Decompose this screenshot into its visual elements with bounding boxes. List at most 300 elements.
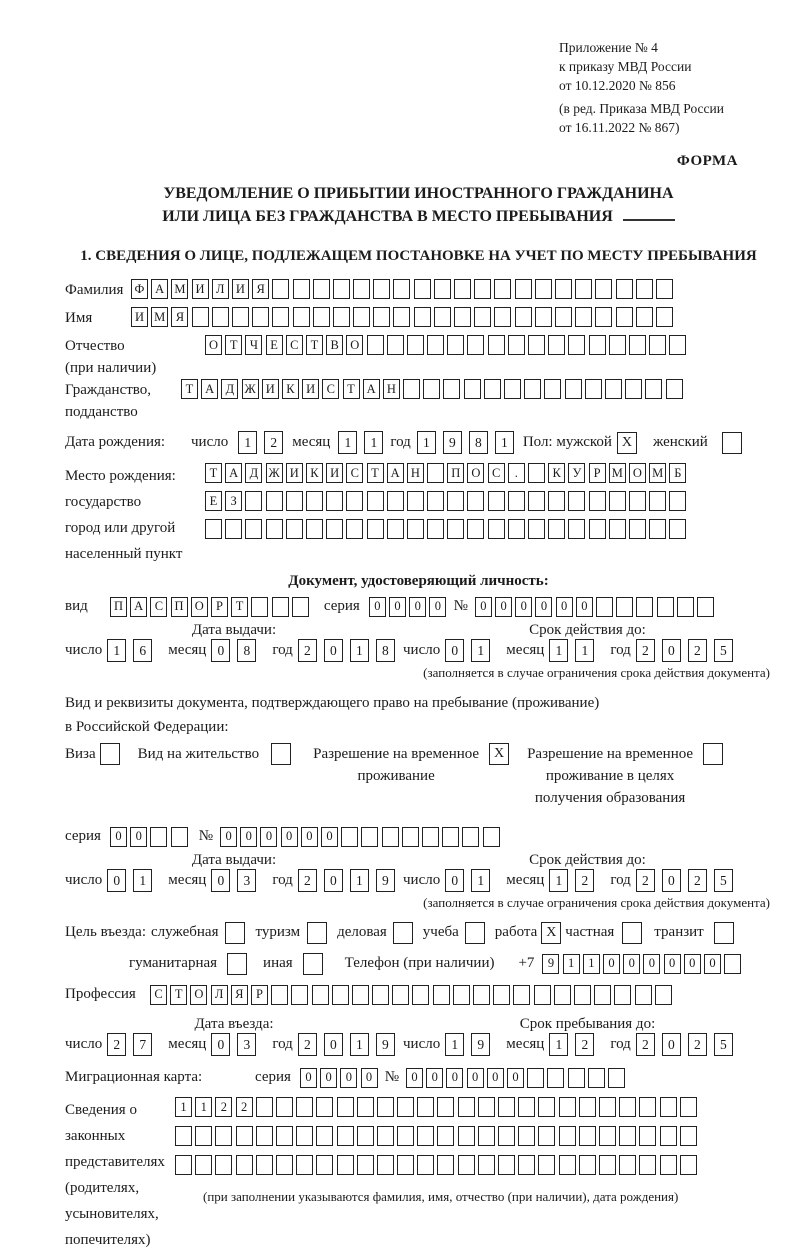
char-cell[interactable]: 0 xyxy=(535,597,552,617)
char-cell[interactable] xyxy=(316,1097,333,1117)
char-cell[interactable] xyxy=(680,1126,697,1146)
char-cell[interactable] xyxy=(433,985,450,1005)
char-cell[interactable] xyxy=(579,1126,596,1146)
char-cell[interactable]: 0 xyxy=(110,827,127,847)
char-cell[interactable] xyxy=(555,307,572,327)
char-cell[interactable] xyxy=(518,1155,535,1175)
char-cell[interactable]: 0 xyxy=(662,1033,681,1056)
char-cell[interactable]: 0 xyxy=(301,827,318,847)
char-cell[interactable] xyxy=(528,463,545,483)
char-cell[interactable]: 2 xyxy=(236,1097,253,1117)
char-cell[interactable]: 2 xyxy=(575,1033,594,1056)
char-cell[interactable] xyxy=(528,519,545,539)
char-cell[interactable]: 1 xyxy=(549,639,568,662)
char-cell[interactable] xyxy=(538,1126,555,1146)
char-cell[interactable]: А xyxy=(363,379,380,399)
visa-checkbox[interactable] xyxy=(100,743,120,765)
char-cell[interactable] xyxy=(256,1126,273,1146)
char-cell[interactable]: 1 xyxy=(445,1033,464,1056)
char-cell[interactable]: С xyxy=(150,985,167,1005)
char-cell[interactable]: 2 xyxy=(575,869,594,892)
char-cell[interactable] xyxy=(316,1126,333,1146)
char-cell[interactable] xyxy=(515,279,532,299)
char-cell[interactable] xyxy=(498,1126,515,1146)
char-cell[interactable] xyxy=(589,491,606,511)
char-cell[interactable]: И xyxy=(232,279,249,299)
char-cell[interactable] xyxy=(488,335,505,355)
char-cell[interactable] xyxy=(427,491,444,511)
char-cell[interactable]: 0 xyxy=(321,827,338,847)
char-cell[interactable] xyxy=(594,985,611,1005)
char-cell[interactable] xyxy=(417,1155,434,1175)
char-cell[interactable] xyxy=(353,279,370,299)
char-cell[interactable] xyxy=(589,519,606,539)
char-cell[interactable] xyxy=(412,985,429,1005)
char-cell[interactable]: 0 xyxy=(487,1068,504,1088)
char-cell[interactable] xyxy=(387,335,404,355)
char-cell[interactable] xyxy=(555,279,572,299)
char-cell[interactable]: 1 xyxy=(238,431,257,454)
char-cell[interactable] xyxy=(306,491,323,511)
char-cell[interactable]: И xyxy=(192,279,209,299)
char-cell[interactable] xyxy=(636,279,653,299)
char-cell[interactable] xyxy=(559,1097,576,1117)
char-cell[interactable]: А xyxy=(225,463,242,483)
char-cell[interactable]: Я xyxy=(231,985,248,1005)
char-cell[interactable] xyxy=(515,307,532,327)
char-cell[interactable] xyxy=(392,985,409,1005)
char-cell[interactable] xyxy=(437,1126,454,1146)
char-cell[interactable] xyxy=(518,1097,535,1117)
char-cell[interactable] xyxy=(337,1097,354,1117)
char-cell[interactable]: О xyxy=(205,335,222,355)
char-cell[interactable]: 9 xyxy=(542,954,559,974)
char-cell[interactable]: Д xyxy=(245,463,262,483)
char-cell[interactable] xyxy=(513,985,530,1005)
purpose-study-checkbox[interactable] xyxy=(465,922,485,944)
char-cell[interactable] xyxy=(478,1155,495,1175)
char-cell[interactable]: П xyxy=(447,463,464,483)
char-cell[interactable] xyxy=(397,1155,414,1175)
char-cell[interactable] xyxy=(286,491,303,511)
char-cell[interactable] xyxy=(195,1126,212,1146)
char-cell[interactable] xyxy=(427,463,444,483)
char-cell[interactable]: 0 xyxy=(324,1033,343,1056)
char-cell[interactable]: . xyxy=(508,463,525,483)
char-cell[interactable]: Ч xyxy=(245,335,262,355)
char-cell[interactable] xyxy=(724,954,741,974)
char-cell[interactable] xyxy=(266,519,283,539)
char-cell[interactable] xyxy=(568,519,585,539)
char-cell[interactable] xyxy=(619,1155,636,1175)
char-cell[interactable] xyxy=(669,491,686,511)
char-cell[interactable] xyxy=(677,597,694,617)
char-cell[interactable]: Т xyxy=(231,597,248,617)
char-cell[interactable] xyxy=(616,307,633,327)
char-cell[interactable]: Д xyxy=(221,379,238,399)
char-cell[interactable]: О xyxy=(467,463,484,483)
char-cell[interactable] xyxy=(616,279,633,299)
char-cell[interactable] xyxy=(296,1097,313,1117)
char-cell[interactable]: Ж xyxy=(242,379,259,399)
char-cell[interactable]: Л xyxy=(211,985,228,1005)
char-cell[interactable] xyxy=(272,597,289,617)
char-cell[interactable] xyxy=(669,519,686,539)
char-cell[interactable]: 0 xyxy=(369,597,386,617)
sex-male-checkbox[interactable]: X xyxy=(617,432,637,454)
char-cell[interactable] xyxy=(427,519,444,539)
char-cell[interactable]: Т xyxy=(343,379,360,399)
char-cell[interactable] xyxy=(636,307,653,327)
char-cell[interactable] xyxy=(293,307,310,327)
char-cell[interactable]: Т xyxy=(225,335,242,355)
char-cell[interactable] xyxy=(372,985,389,1005)
char-cell[interactable] xyxy=(680,1155,697,1175)
char-cell[interactable]: 0 xyxy=(406,1068,423,1088)
char-cell[interactable] xyxy=(232,307,249,327)
char-cell[interactable] xyxy=(608,1068,625,1088)
char-cell[interactable] xyxy=(205,519,222,539)
char-cell[interactable]: У xyxy=(568,463,585,483)
char-cell[interactable] xyxy=(312,985,329,1005)
char-cell[interactable]: Я xyxy=(252,279,269,299)
char-cell[interactable] xyxy=(367,491,384,511)
char-cell[interactable] xyxy=(467,491,484,511)
char-cell[interactable]: С xyxy=(322,379,339,399)
char-cell[interactable] xyxy=(559,1155,576,1175)
char-cell[interactable] xyxy=(236,1155,253,1175)
char-cell[interactable]: Я xyxy=(171,307,188,327)
char-cell[interactable] xyxy=(341,827,358,847)
purpose-work-checkbox[interactable]: X xyxy=(541,922,561,944)
char-cell[interactable] xyxy=(635,985,652,1005)
char-cell[interactable] xyxy=(256,1155,273,1175)
char-cell[interactable] xyxy=(629,491,646,511)
char-cell[interactable]: И xyxy=(326,463,343,483)
char-cell[interactable] xyxy=(547,1068,564,1088)
char-cell[interactable]: К xyxy=(548,463,565,483)
char-cell[interactable] xyxy=(462,827,479,847)
char-cell[interactable]: 1 xyxy=(563,954,580,974)
char-cell[interactable]: З xyxy=(225,491,242,511)
char-cell[interactable] xyxy=(373,307,390,327)
char-cell[interactable] xyxy=(493,985,510,1005)
char-cell[interactable] xyxy=(616,597,633,617)
char-cell[interactable] xyxy=(357,1126,374,1146)
char-cell[interactable]: 6 xyxy=(133,639,152,662)
char-cell[interactable] xyxy=(518,1126,535,1146)
char-cell[interactable]: 9 xyxy=(376,1033,395,1056)
char-cell[interactable]: 1 xyxy=(495,431,514,454)
char-cell[interactable]: П xyxy=(171,597,188,617)
char-cell[interactable] xyxy=(367,335,384,355)
char-cell[interactable] xyxy=(579,1097,596,1117)
purpose-humanitarian-checkbox[interactable] xyxy=(227,953,247,975)
char-cell[interactable] xyxy=(656,307,673,327)
char-cell[interactable]: К xyxy=(306,463,323,483)
char-cell[interactable] xyxy=(568,335,585,355)
char-cell[interactable] xyxy=(453,985,470,1005)
char-cell[interactable] xyxy=(619,1126,636,1146)
char-cell[interactable] xyxy=(256,1097,273,1117)
char-cell[interactable] xyxy=(332,985,349,1005)
char-cell[interactable] xyxy=(655,985,672,1005)
char-cell[interactable] xyxy=(313,279,330,299)
char-cell[interactable] xyxy=(585,379,602,399)
char-cell[interactable] xyxy=(171,827,188,847)
char-cell[interactable] xyxy=(407,491,424,511)
char-cell[interactable] xyxy=(422,827,439,847)
char-cell[interactable] xyxy=(660,1126,677,1146)
char-cell[interactable]: 0 xyxy=(495,597,512,617)
char-cell[interactable]: 5 xyxy=(714,639,733,662)
char-cell[interactable] xyxy=(402,827,419,847)
char-cell[interactable]: И xyxy=(131,307,148,327)
char-cell[interactable]: 0 xyxy=(515,597,532,617)
char-cell[interactable] xyxy=(150,827,167,847)
char-cell[interactable]: Е xyxy=(266,335,283,355)
char-cell[interactable] xyxy=(484,379,501,399)
char-cell[interactable]: С xyxy=(150,597,167,617)
char-cell[interactable] xyxy=(579,1155,596,1175)
char-cell[interactable] xyxy=(271,985,288,1005)
char-cell[interactable] xyxy=(393,279,410,299)
char-cell[interactable]: 1 xyxy=(350,1033,369,1056)
char-cell[interactable] xyxy=(245,491,262,511)
char-cell[interactable]: 0 xyxy=(429,597,446,617)
char-cell[interactable]: 0 xyxy=(324,639,343,662)
char-cell[interactable]: И xyxy=(286,463,303,483)
char-cell[interactable] xyxy=(649,519,666,539)
char-cell[interactable] xyxy=(352,985,369,1005)
char-cell[interactable] xyxy=(508,491,525,511)
char-cell[interactable]: 0 xyxy=(130,827,147,847)
char-cell[interactable] xyxy=(528,491,545,511)
char-cell[interactable]: Б xyxy=(669,463,686,483)
char-cell[interactable]: М xyxy=(151,307,168,327)
char-cell[interactable]: 1 xyxy=(471,639,490,662)
char-cell[interactable] xyxy=(442,827,459,847)
char-cell[interactable] xyxy=(680,1097,697,1117)
char-cell[interactable] xyxy=(414,307,431,327)
char-cell[interactable] xyxy=(286,519,303,539)
char-cell[interactable]: 0 xyxy=(467,1068,484,1088)
char-cell[interactable] xyxy=(346,519,363,539)
char-cell[interactable] xyxy=(599,1097,616,1117)
char-cell[interactable]: 1 xyxy=(583,954,600,974)
char-cell[interactable] xyxy=(494,307,511,327)
char-cell[interactable] xyxy=(595,307,612,327)
char-cell[interactable]: Т xyxy=(367,463,384,483)
char-cell[interactable] xyxy=(697,597,714,617)
char-cell[interactable]: С xyxy=(286,335,303,355)
char-cell[interactable] xyxy=(535,279,552,299)
char-cell[interactable] xyxy=(361,827,378,847)
char-cell[interactable] xyxy=(397,1126,414,1146)
char-cell[interactable]: 2 xyxy=(298,639,317,662)
char-cell[interactable] xyxy=(373,279,390,299)
char-cell[interactable] xyxy=(454,279,471,299)
char-cell[interactable]: 1 xyxy=(175,1097,192,1117)
char-cell[interactable] xyxy=(656,279,673,299)
char-cell[interactable]: Р xyxy=(589,463,606,483)
char-cell[interactable] xyxy=(272,279,289,299)
char-cell[interactable] xyxy=(417,1097,434,1117)
char-cell[interactable]: Т xyxy=(306,335,323,355)
char-cell[interactable]: Т xyxy=(205,463,222,483)
purpose-official-checkbox[interactable] xyxy=(225,922,245,944)
char-cell[interactable]: 2 xyxy=(688,1033,707,1056)
char-cell[interactable] xyxy=(447,519,464,539)
char-cell[interactable]: 2 xyxy=(215,1097,232,1117)
char-cell[interactable] xyxy=(326,519,343,539)
char-cell[interactable] xyxy=(443,379,460,399)
char-cell[interactable] xyxy=(639,1155,656,1175)
char-cell[interactable] xyxy=(538,1097,555,1117)
char-cell[interactable] xyxy=(504,379,521,399)
char-cell[interactable] xyxy=(524,379,541,399)
char-cell[interactable] xyxy=(296,1155,313,1175)
char-cell[interactable] xyxy=(333,307,350,327)
char-cell[interactable] xyxy=(313,307,330,327)
char-cell[interactable]: 0 xyxy=(662,639,681,662)
char-cell[interactable]: 2 xyxy=(636,869,655,892)
char-cell[interactable] xyxy=(488,519,505,539)
char-cell[interactable] xyxy=(660,1155,677,1175)
char-cell[interactable] xyxy=(467,519,484,539)
char-cell[interactable]: 2 xyxy=(298,1033,317,1056)
char-cell[interactable] xyxy=(639,1126,656,1146)
char-cell[interactable]: Р xyxy=(251,985,268,1005)
char-cell[interactable] xyxy=(478,1126,495,1146)
char-cell[interactable]: 0 xyxy=(300,1068,317,1088)
char-cell[interactable]: 7 xyxy=(133,1033,152,1056)
residence-permit-checkbox[interactable] xyxy=(271,743,291,765)
char-cell[interactable]: С xyxy=(488,463,505,483)
char-cell[interactable] xyxy=(528,335,545,355)
char-cell[interactable]: 1 xyxy=(417,431,436,454)
char-cell[interactable] xyxy=(225,519,242,539)
char-cell[interactable] xyxy=(657,597,674,617)
char-cell[interactable]: 3 xyxy=(237,869,256,892)
char-cell[interactable] xyxy=(574,985,591,1005)
purpose-other-checkbox[interactable] xyxy=(303,953,323,975)
char-cell[interactable] xyxy=(447,491,464,511)
char-cell[interactable]: 2 xyxy=(264,431,283,454)
char-cell[interactable] xyxy=(215,1155,232,1175)
char-cell[interactable]: 0 xyxy=(240,827,257,847)
char-cell[interactable] xyxy=(629,335,646,355)
char-cell[interactable] xyxy=(276,1155,293,1175)
char-cell[interactable] xyxy=(251,597,268,617)
char-cell[interactable]: 0 xyxy=(211,869,230,892)
char-cell[interactable] xyxy=(272,307,289,327)
char-cell[interactable] xyxy=(353,307,370,327)
char-cell[interactable] xyxy=(427,335,444,355)
char-cell[interactable]: О xyxy=(346,335,363,355)
char-cell[interactable]: 0 xyxy=(445,869,464,892)
char-cell[interactable] xyxy=(175,1126,192,1146)
char-cell[interactable] xyxy=(488,491,505,511)
char-cell[interactable] xyxy=(483,827,500,847)
char-cell[interactable]: Ж xyxy=(266,463,283,483)
char-cell[interactable]: 2 xyxy=(636,1033,655,1056)
char-cell[interactable]: П xyxy=(110,597,127,617)
char-cell[interactable] xyxy=(649,491,666,511)
char-cell[interactable]: О xyxy=(629,463,646,483)
char-cell[interactable] xyxy=(458,1126,475,1146)
rvp-checkbox[interactable]: X xyxy=(489,743,509,765)
char-cell[interactable] xyxy=(508,519,525,539)
char-cell[interactable]: А xyxy=(130,597,147,617)
char-cell[interactable] xyxy=(417,1126,434,1146)
char-cell[interactable]: 1 xyxy=(338,431,357,454)
char-cell[interactable]: М xyxy=(609,463,626,483)
char-cell[interactable] xyxy=(474,279,491,299)
char-cell[interactable] xyxy=(414,279,431,299)
char-cell[interactable]: Е xyxy=(205,491,222,511)
char-cell[interactable] xyxy=(548,335,565,355)
char-cell[interactable] xyxy=(474,307,491,327)
char-cell[interactable] xyxy=(575,307,592,327)
char-cell[interactable] xyxy=(527,1068,544,1088)
char-cell[interactable]: К xyxy=(282,379,299,399)
char-cell[interactable]: 1 xyxy=(350,639,369,662)
char-cell[interactable] xyxy=(292,597,309,617)
char-cell[interactable] xyxy=(467,335,484,355)
char-cell[interactable]: 1 xyxy=(575,639,594,662)
char-cell[interactable] xyxy=(575,279,592,299)
char-cell[interactable] xyxy=(478,1097,495,1117)
char-cell[interactable]: В xyxy=(326,335,343,355)
char-cell[interactable]: 8 xyxy=(469,431,488,454)
char-cell[interactable] xyxy=(296,1126,313,1146)
char-cell[interactable]: 0 xyxy=(220,827,237,847)
char-cell[interactable] xyxy=(291,985,308,1005)
purpose-transit-checkbox[interactable] xyxy=(714,922,734,944)
char-cell[interactable] xyxy=(609,491,626,511)
char-cell[interactable]: 0 xyxy=(107,869,126,892)
char-cell[interactable] xyxy=(346,491,363,511)
char-cell[interactable]: Ф xyxy=(131,279,148,299)
char-cell[interactable]: 1 xyxy=(107,639,126,662)
char-cell[interactable] xyxy=(382,827,399,847)
char-cell[interactable]: 1 xyxy=(471,869,490,892)
char-cell[interactable] xyxy=(614,985,631,1005)
char-cell[interactable] xyxy=(377,1097,394,1117)
char-cell[interactable] xyxy=(276,1126,293,1146)
char-cell[interactable] xyxy=(568,1068,585,1088)
char-cell[interactable] xyxy=(326,491,343,511)
char-cell[interactable]: 0 xyxy=(684,954,701,974)
char-cell[interactable] xyxy=(276,1097,293,1117)
char-cell[interactable] xyxy=(464,379,481,399)
char-cell[interactable] xyxy=(609,335,626,355)
rvp-education-checkbox[interactable] xyxy=(703,743,723,765)
char-cell[interactable] xyxy=(316,1155,333,1175)
char-cell[interactable]: 0 xyxy=(211,1033,230,1056)
char-cell[interactable] xyxy=(306,519,323,539)
char-cell[interactable] xyxy=(609,519,626,539)
char-cell[interactable]: 0 xyxy=(445,639,464,662)
char-cell[interactable] xyxy=(645,379,662,399)
char-cell[interactable] xyxy=(175,1155,192,1175)
char-cell[interactable]: И xyxy=(302,379,319,399)
char-cell[interactable] xyxy=(393,307,410,327)
char-cell[interactable] xyxy=(377,1126,394,1146)
char-cell[interactable]: 1 xyxy=(549,869,568,892)
char-cell[interactable]: 3 xyxy=(237,1033,256,1056)
